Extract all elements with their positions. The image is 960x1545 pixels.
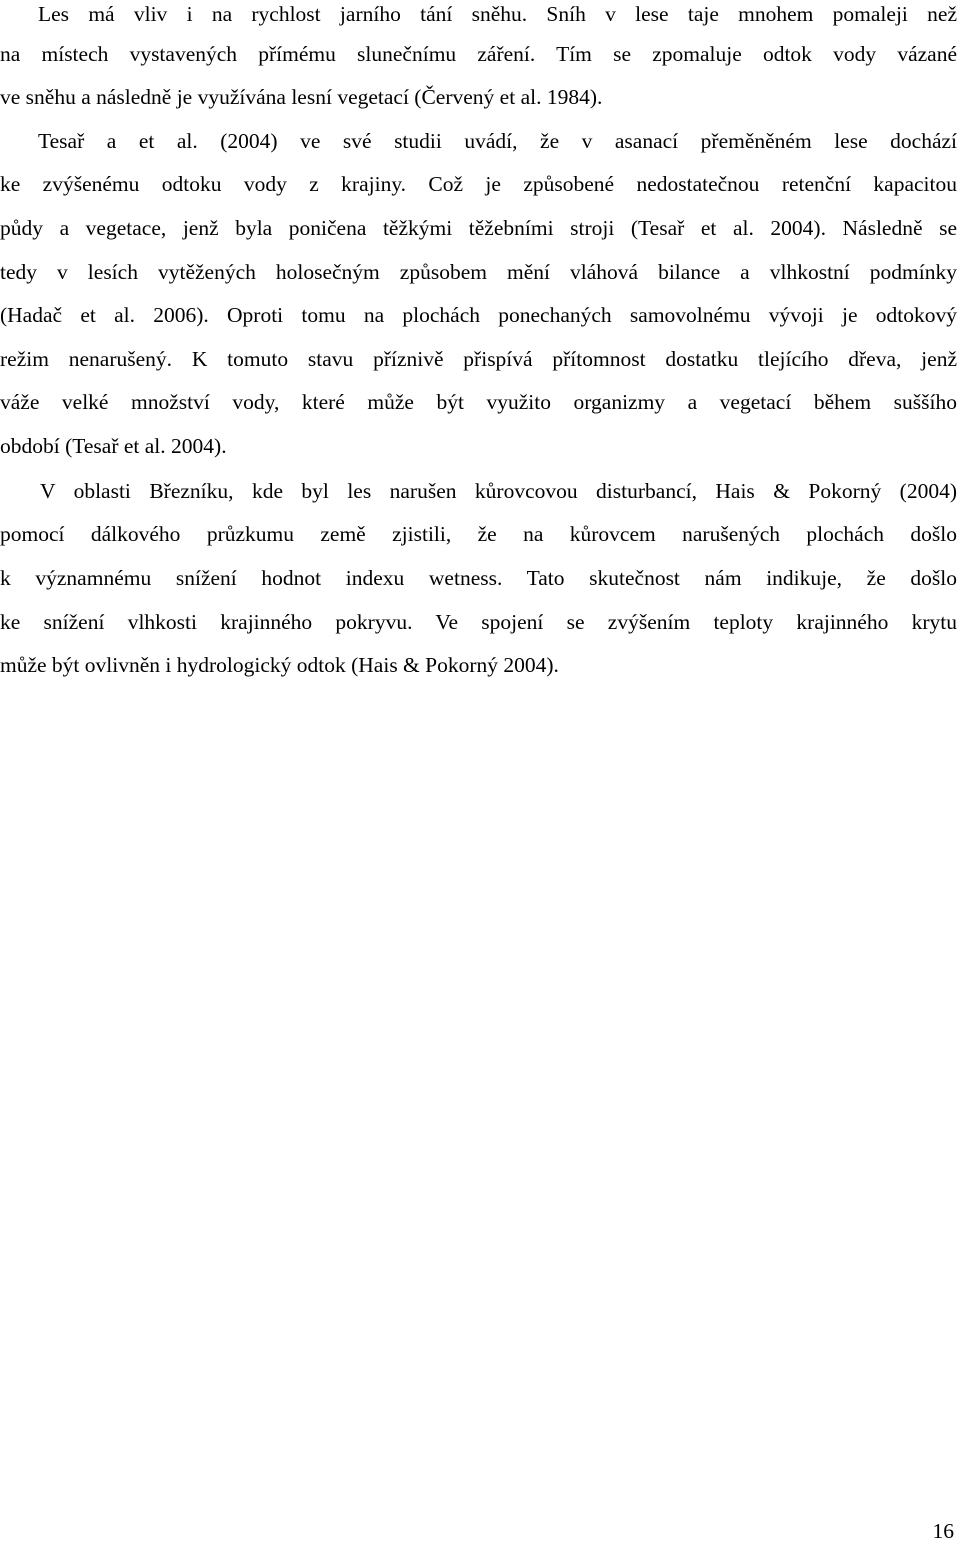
text-line: váže velké množství vody, které může být využito organizmy a vegetací během suššího: [0, 390, 957, 414]
text-line: k významnému snížení hodnot indexu wetness. Tato skutečnost nám indikuje, že došlo: [0, 566, 957, 590]
text-line: (Hadač et al. 2006). Oproti tomu na plochách ponechaných samovolnému vývoji je odtokový: [0, 303, 957, 327]
text-line: Tesař a et al. (2004) ve své studii uvádí, že v asanací přeměněném lese dochází: [38, 129, 957, 153]
text-line: období (Tesař et al. 2004).: [0, 434, 227, 458]
text-line: pomocí dálkového průzkumu země zjistili, že na kůrovcem narušených plochách došlo: [0, 522, 957, 546]
text-line: půdy a vegetace, jenž byla poničena těžkými těžebními stroji (Tesař et al. 2004). Následně se: [0, 216, 957, 240]
text-line: tedy v lesích vytěžených holosečným způsobem mění vláhová bilance a vlhkostní podmínky: [0, 260, 957, 284]
text-line: ke zvýšenému odtoku vody z krajiny. Což je způsobené nedostatečnou retenční kapacitou: [0, 172, 957, 196]
text-line: Les má vliv i na rychlost jarního tání sněhu. Sníh v lese taje mnohem pomaleji než: [38, 2, 957, 26]
page-number: 16: [932, 1519, 954, 1543]
text-line: může být ovlivněn i hydrologický odtok (Hais & Pokorný 2004).: [0, 653, 559, 677]
text-line: ke snížení vlhkosti krajinného pokryvu. Ve spojení se zvýšením teploty krajinného krytu: [0, 610, 957, 634]
text-line: režim nenarušený. K tomuto stavu příznivě přispívá přítomnost dostatku tlejícího dřeva, jenž: [0, 347, 957, 371]
text-line: V oblasti Březníku, kde byl les narušen kůrovcovou disturbancí, Hais & Pokorný (2004): [40, 479, 957, 503]
text-line: na místech vystavených přímému slunečnímu záření. Tím se zpomaluje odtok vody vázané: [0, 42, 957, 66]
text-line: ve sněhu a následně je využívána lesní vegetací (Červený et al. 1984).: [0, 85, 603, 109]
